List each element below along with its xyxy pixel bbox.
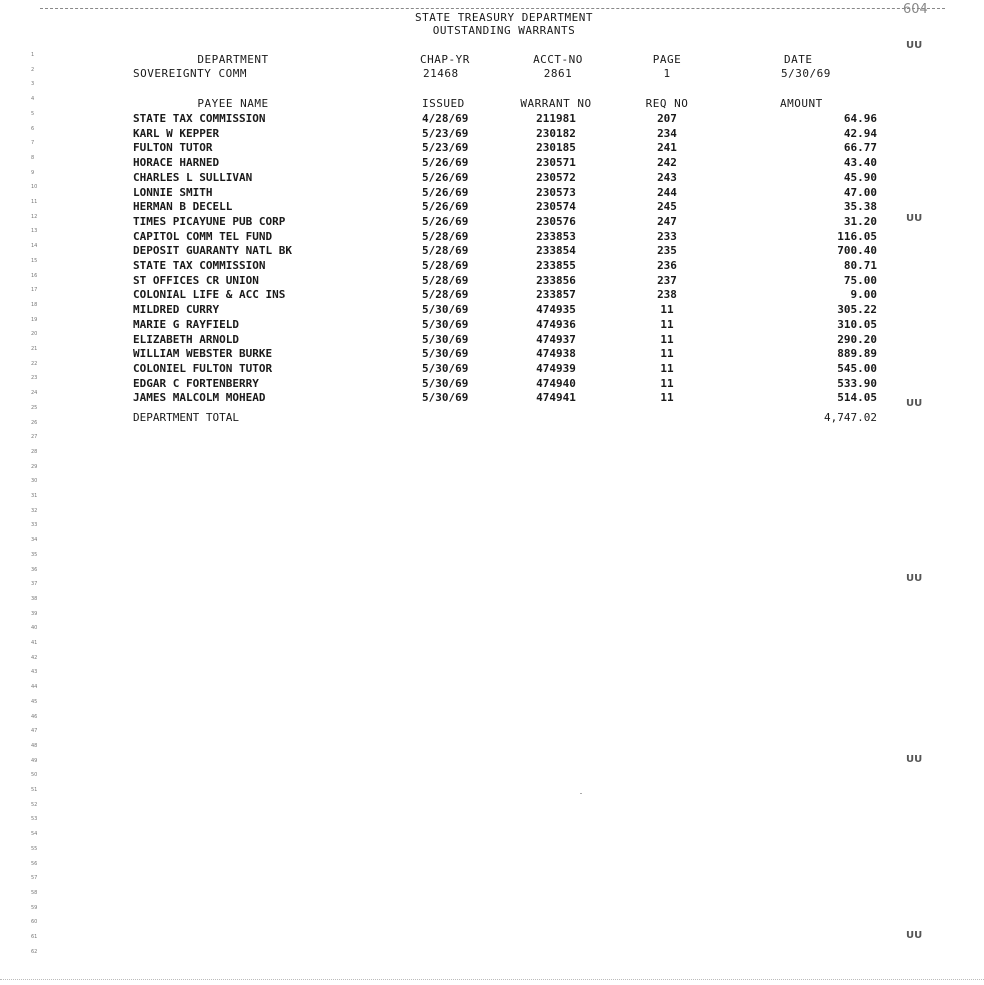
total-amount: 4,747.02 xyxy=(824,411,877,424)
amount: 64.96 xyxy=(843,112,877,125)
req-number: 242 xyxy=(657,156,677,170)
warrant-number: 230572 xyxy=(536,170,576,184)
amount-column-header: AMOUNT xyxy=(780,97,823,110)
table-row xyxy=(0,346,984,361)
bottom-perforation-rule xyxy=(0,979,984,980)
table-row xyxy=(0,185,984,200)
warrant-number: 230185 xyxy=(536,141,576,155)
amount: 43.40 xyxy=(843,156,877,170)
line-number: 40 xyxy=(31,625,38,632)
warrant-number: 474936 xyxy=(536,317,576,331)
table-row xyxy=(0,376,984,391)
payee-name: MILDRED CURRY xyxy=(133,303,220,317)
table-row xyxy=(0,258,984,273)
line-number: 30 xyxy=(31,478,38,485)
payee-name: COLONIEL FULTON TUTOR xyxy=(133,361,273,375)
issued-date: 5/28/69 xyxy=(422,273,469,287)
issued-date: 5/26/69 xyxy=(422,170,469,184)
payee-name: CHARLES L SULLIVAN xyxy=(133,170,253,184)
warrant-number: 230571 xyxy=(536,156,576,170)
line-number: 36 xyxy=(31,566,38,573)
line-number: 4 xyxy=(31,96,35,103)
payee-name: HERMAN B DECELL xyxy=(133,200,233,214)
corner-number: 604 xyxy=(903,2,928,17)
warrant-number: 233857 xyxy=(536,288,576,302)
issued-date: 5/30/69 xyxy=(422,361,469,375)
line-number: 34 xyxy=(31,537,38,544)
line-number: 33 xyxy=(31,522,38,529)
req-number: 241 xyxy=(657,141,677,155)
line-number: 8 xyxy=(31,154,35,161)
line-number: 57 xyxy=(31,875,38,882)
warrant-number: 474937 xyxy=(536,332,576,346)
req-number: 11 xyxy=(660,317,674,331)
payee-name: HORACE HARNED xyxy=(133,156,220,170)
table-row xyxy=(0,214,984,229)
line-number: 37 xyxy=(31,581,38,588)
line-number: 1 xyxy=(31,52,35,58)
chap-yr-label: CHAP-YR xyxy=(420,53,470,66)
line-number: 13 xyxy=(31,228,38,235)
payee-name: WILLIAM WEBSTER BURKE xyxy=(133,347,273,361)
warrant-number: 230573 xyxy=(536,185,576,199)
line-number: 17 xyxy=(31,287,38,294)
table-row xyxy=(0,390,984,405)
req-number: 207 xyxy=(657,112,677,125)
req-number: 11 xyxy=(660,332,674,346)
line-number: 18 xyxy=(31,301,38,308)
line-number: 22 xyxy=(31,360,38,367)
payee-name: COLONIAL LIFE & ACC INS xyxy=(133,288,286,302)
amount: 47.00 xyxy=(843,185,877,199)
line-number: 25 xyxy=(31,404,38,411)
req-number: 237 xyxy=(657,273,677,287)
warrant-number: 230182 xyxy=(536,126,576,140)
line-number: 26 xyxy=(31,419,38,426)
warrant-number: 474935 xyxy=(536,303,576,317)
amount: 700.40 xyxy=(837,244,877,258)
amount: 35.38 xyxy=(843,200,877,214)
line-number: 51 xyxy=(31,787,38,793)
issued-date: 5/28/69 xyxy=(422,229,469,243)
line-number: 60 xyxy=(31,919,38,926)
table-row xyxy=(0,126,984,141)
payee-name: STATE TAX COMMISSION xyxy=(133,112,266,125)
margin-mark: UU xyxy=(906,930,923,941)
payee-name: TIMES PICAYUNE PUB CORP xyxy=(133,214,286,228)
amount: 290.20 xyxy=(837,332,877,346)
req-number: 243 xyxy=(657,170,677,184)
amount: 80.71 xyxy=(843,259,877,272)
line-number: 39 xyxy=(31,610,38,617)
issued-date: 5/30/69 xyxy=(422,332,469,346)
req-number: 11 xyxy=(660,361,674,375)
req-number: 235 xyxy=(657,244,677,258)
department-label: DEPARTMENT xyxy=(197,53,269,66)
warrant-number: 230576 xyxy=(536,214,576,228)
table-row xyxy=(0,199,984,214)
amount: 116.05 xyxy=(837,229,877,243)
line-number: 2 xyxy=(31,66,35,73)
payee-column-header: PAYEE NAME xyxy=(197,97,269,110)
line-number: 23 xyxy=(31,375,38,382)
line-number: 28 xyxy=(31,448,38,455)
line-number: 43 xyxy=(31,669,38,676)
req-number: 236 xyxy=(657,259,677,272)
table-row xyxy=(0,361,984,376)
req-number: 11 xyxy=(660,303,674,317)
department-value: SOVEREIGNTY COMM xyxy=(133,67,247,80)
payee-name: ELIZABETH ARNOLD xyxy=(133,332,239,346)
line-number: 19 xyxy=(31,316,38,323)
warrant-number: 474940 xyxy=(536,376,576,390)
line-number: 5 xyxy=(31,110,35,117)
issued-date: 5/23/69 xyxy=(422,141,469,155)
line-number: 50 xyxy=(31,772,38,779)
req-number: 11 xyxy=(660,347,674,361)
amount: 310.05 xyxy=(837,317,877,331)
issued-column-header: ISSUED xyxy=(422,97,465,110)
line-number: 24 xyxy=(31,390,38,397)
req-number: 233 xyxy=(657,229,677,243)
line-number: 59 xyxy=(31,904,38,911)
issued-date: 5/30/69 xyxy=(422,317,469,331)
req-number: 245 xyxy=(657,200,677,214)
payee-name: KARL W KEPPER xyxy=(133,126,220,140)
table-row xyxy=(0,111,984,126)
total-label: DEPARTMENT TOTAL xyxy=(133,411,239,424)
line-number: 31 xyxy=(31,493,38,499)
amount: 533.90 xyxy=(837,376,877,390)
issued-date: 5/26/69 xyxy=(422,200,469,214)
margin-mark: UU xyxy=(906,754,923,765)
req-number: 238 xyxy=(657,288,677,302)
line-number: 45 xyxy=(31,698,38,705)
date-value: 5/30/69 xyxy=(781,67,831,80)
issued-date: 4/28/69 xyxy=(422,112,469,125)
warrant-number: 474941 xyxy=(536,391,576,405)
line-number: 42 xyxy=(31,654,38,661)
line-number: 35 xyxy=(31,551,38,558)
line-number: 54 xyxy=(31,831,38,838)
warrant-number: 474939 xyxy=(536,361,576,375)
header-labels-row xyxy=(0,52,984,67)
payee-name: EDGAR C FORTENBERRY xyxy=(133,376,259,390)
line-number: 48 xyxy=(31,742,38,749)
line-number: 49 xyxy=(31,757,38,764)
amount: 514.05 xyxy=(837,391,877,405)
line-number: 16 xyxy=(31,272,38,279)
date-label: DATE xyxy=(784,53,813,66)
issued-date: 5/28/69 xyxy=(422,259,469,272)
line-number: 12 xyxy=(31,213,38,220)
line-number: 3 xyxy=(31,81,35,88)
line-number: 7 xyxy=(31,140,35,147)
issued-date: 5/30/69 xyxy=(422,347,469,361)
issued-date: 5/30/69 xyxy=(422,376,469,390)
line-number: 6 xyxy=(31,125,35,132)
table-row xyxy=(0,302,984,317)
warrant-number: 474938 xyxy=(536,347,576,361)
line-number: 11 xyxy=(31,199,38,205)
amount: 9.00 xyxy=(850,288,877,302)
payee-name: FULTON TUTOR xyxy=(133,141,213,155)
table-row xyxy=(0,229,984,244)
top-perforation-rule xyxy=(40,8,945,9)
line-number: 38 xyxy=(31,595,38,602)
line-number: 53 xyxy=(31,816,38,823)
payee-name: STATE TAX COMMISSION xyxy=(133,259,266,272)
issued-date: 5/26/69 xyxy=(422,185,469,199)
payee-name: MARIE G RAYFIELD xyxy=(133,317,239,331)
issued-date: 5/28/69 xyxy=(422,244,469,258)
table-row xyxy=(0,287,984,302)
column-header-row xyxy=(0,96,984,111)
issued-date: 5/26/69 xyxy=(422,214,469,228)
req-number: 234 xyxy=(657,126,677,140)
table-row xyxy=(0,140,984,155)
table-row xyxy=(0,170,984,185)
acct-no-value: 2861 xyxy=(543,67,573,80)
amount: 889.89 xyxy=(837,347,877,361)
line-number: 9 xyxy=(31,169,35,176)
req-number: 11 xyxy=(660,376,674,390)
line-number: 61 xyxy=(31,934,38,940)
line-number: 21 xyxy=(31,346,38,352)
req-number: 11 xyxy=(660,391,674,405)
table-row xyxy=(0,332,984,347)
amount: 42.94 xyxy=(843,126,877,140)
page-label: PAGE xyxy=(652,53,682,66)
line-number: 41 xyxy=(31,640,38,646)
line-number: 32 xyxy=(31,507,38,514)
warrant-column-header: WARRANT NO xyxy=(520,97,592,110)
margin-mark: UU xyxy=(906,573,923,584)
warrant-number: 233854 xyxy=(536,244,576,258)
line-number: 46 xyxy=(31,713,38,720)
line-number: 20 xyxy=(31,331,38,338)
warrant-number: 233855 xyxy=(536,259,576,272)
page-value: 1 xyxy=(663,67,671,80)
payee-name: ST OFFICES CR UNION xyxy=(133,273,259,287)
amount: 305.22 xyxy=(837,303,877,317)
line-number: 58 xyxy=(31,889,38,896)
amount: 45.90 xyxy=(843,170,877,184)
payee-name: LONNIE SMITH xyxy=(133,185,213,199)
line-number: 55 xyxy=(31,845,38,852)
header-values-row xyxy=(0,66,984,81)
issued-date: 5/30/69 xyxy=(422,391,469,405)
total-row xyxy=(0,410,984,425)
table-row xyxy=(0,273,984,288)
amount: 31.20 xyxy=(843,214,877,228)
line-number: 56 xyxy=(31,860,38,867)
warrant-number: 233856 xyxy=(536,273,576,287)
acct-no-label: ACCT-NO xyxy=(533,53,583,66)
margin-mark: UU xyxy=(906,398,923,409)
margin-mark: UU xyxy=(906,213,923,224)
warrant-number: 233853 xyxy=(536,229,576,243)
amount: 545.00 xyxy=(837,361,877,375)
line-number: 15 xyxy=(31,257,38,264)
chap-yr-value: 21468 xyxy=(423,67,459,80)
line-number: 52 xyxy=(31,801,38,808)
line-number: 27 xyxy=(31,434,38,441)
table-row xyxy=(0,243,984,258)
paper-speck xyxy=(580,793,582,794)
report-title: STATE TREASURY DEPARTMENT xyxy=(414,11,594,24)
issued-date: 5/28/69 xyxy=(422,288,469,302)
line-number: 62 xyxy=(31,948,38,955)
issued-date: 5/30/69 xyxy=(422,303,469,317)
report-subtitle: OUTSTANDING WARRANTS xyxy=(432,24,576,37)
payee-name: CAPITOL COMM TEL FUND xyxy=(133,229,273,243)
table-row xyxy=(0,317,984,332)
table-row xyxy=(0,155,984,170)
issued-date: 5/26/69 xyxy=(422,156,469,170)
line-number: 44 xyxy=(31,684,38,691)
req-number: 247 xyxy=(657,214,677,228)
warrant-number: 230574 xyxy=(536,200,576,214)
line-number: 47 xyxy=(31,728,38,735)
payee-name: DEPOSIT GUARANTY NATL BK xyxy=(133,244,292,258)
amount: 75.00 xyxy=(843,273,877,287)
line-number: 29 xyxy=(31,463,38,470)
req-column-header: REQ NO xyxy=(645,97,689,110)
line-number: 14 xyxy=(31,243,38,250)
margin-mark: UU xyxy=(906,40,923,51)
amount: 66.77 xyxy=(843,141,877,155)
line-number: 10 xyxy=(31,184,38,191)
payee-name: JAMES MALCOLM MOHEAD xyxy=(133,391,266,405)
warrant-number: 211981 xyxy=(536,112,576,125)
req-number: 244 xyxy=(657,185,677,199)
issued-date: 5/23/69 xyxy=(422,126,469,140)
